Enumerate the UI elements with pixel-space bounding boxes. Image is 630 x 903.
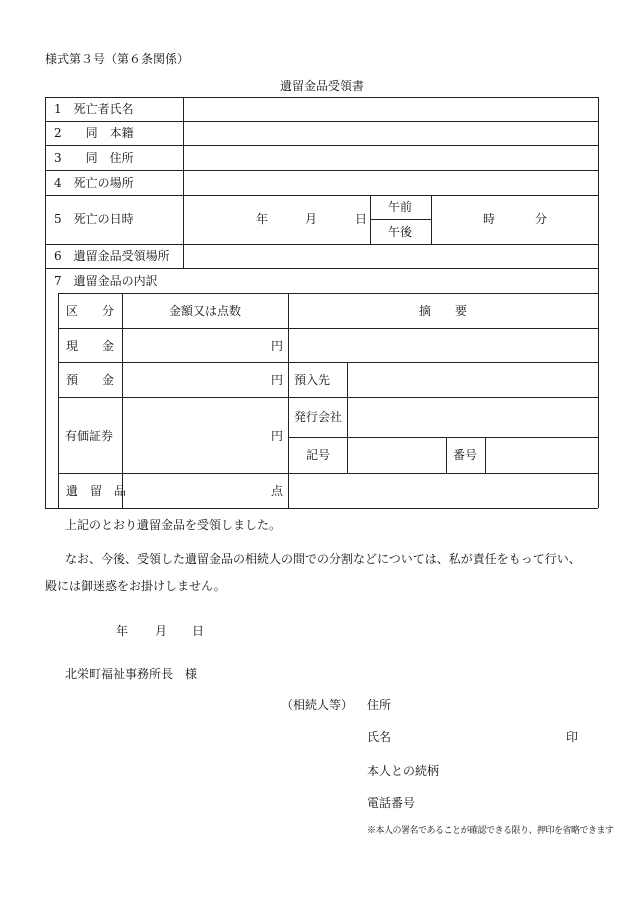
received-statement: 上記のとおり遺留金品を受領しました。 [65, 518, 282, 532]
am-option: 午前 [387, 200, 413, 214]
death-year-label: 年 [256, 212, 269, 226]
form-number: 様式第３号（第６条関係） [45, 52, 190, 66]
date-year: 年 [116, 624, 129, 638]
cash-unit: 円 [270, 339, 283, 353]
deposit-unit: 円 [270, 373, 283, 387]
depositary-label: 預入先 [294, 373, 331, 387]
heir-label: （相続人等） [281, 698, 354, 712]
row-receipt-place: 6 遺留金品受領場所 [54, 249, 170, 263]
responsibility-line2: 殿には御迷惑をお掛けしません。 [45, 579, 226, 593]
row-breakdown: 7 遺留金品の内訳 [54, 274, 158, 288]
signer-address-label: 住所 [367, 698, 392, 712]
pm-option: 午後 [387, 225, 413, 239]
date-month: 月 [155, 624, 168, 638]
death-month-label: 月 [305, 212, 318, 226]
number-label: 番号 [453, 448, 478, 462]
row-date-of-death: 5 死亡の日時 [54, 212, 134, 226]
date-day: 日 [192, 624, 205, 638]
relationship-label: 本人との続柄 [367, 764, 440, 778]
category-deposit: 預 金 [66, 373, 115, 387]
symbol-label: 記号 [306, 448, 331, 462]
document-title: 遺留金品受領書 [279, 79, 365, 93]
items-unit: 点 [270, 484, 283, 498]
death-minute-label: 分 [535, 212, 548, 226]
death-day-label: 日 [355, 212, 368, 226]
col-header-summary: 摘 要 [418, 304, 468, 318]
addressee: 北栄町福祉事務所長 様 [65, 667, 198, 681]
row-registered-domicile: 2 同 本籍 [54, 126, 134, 140]
col-header-category: 区 分 [66, 304, 115, 318]
category-items: 遺 留 品 [66, 484, 127, 498]
issuer-label: 発行会社 [294, 410, 343, 424]
seal-note: ※本人の署名であることが確認できる限り、押印を省略できます [367, 826, 614, 836]
category-cash: 現 金 [66, 339, 115, 353]
row-place-of-death: 4 死亡の場所 [54, 176, 134, 190]
row-deceased-name: 1 死亡者氏名 [54, 102, 134, 116]
category-securities: 有価証券 [65, 429, 114, 443]
securities-unit: 円 [270, 429, 283, 443]
seal-mark: 印 [566, 730, 579, 744]
responsibility-line1: なお、今後、受領した遺留金品の相続人の間での分割などについては、私が責任をもって行い、 [65, 552, 581, 566]
row-address: 3 同 住所 [54, 151, 134, 165]
signer-name-label: 氏名 [367, 730, 392, 744]
death-hour-label: 時 [483, 212, 496, 226]
phone-label: 電話番号 [367, 796, 416, 810]
col-header-amount: 金額又は点数 [168, 304, 242, 318]
